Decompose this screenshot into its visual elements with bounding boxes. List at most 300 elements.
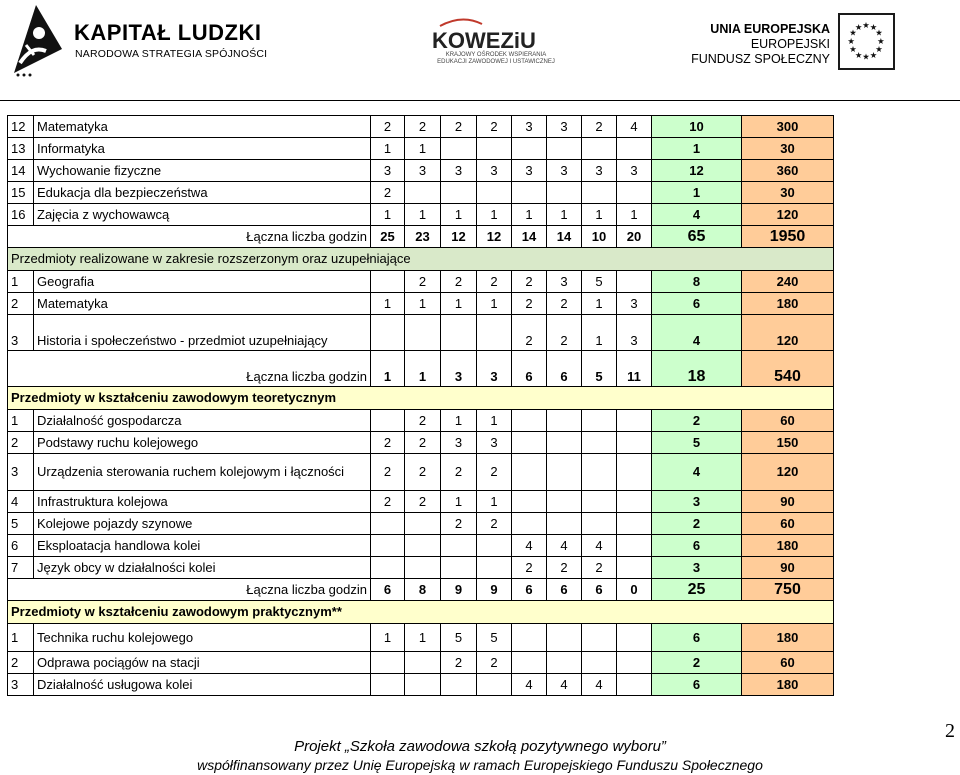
hours-cell: [547, 513, 582, 535]
hours-cell: [441, 535, 477, 557]
hours-cell: 2: [405, 271, 441, 293]
hours-cell: 3: [617, 293, 652, 315]
hours-cell: [582, 491, 617, 513]
total-hours-cell: 5: [582, 351, 617, 387]
hours-cell: [477, 182, 512, 204]
hours-cell: 2: [405, 454, 441, 491]
eu-text: [690, 22, 830, 67]
hours-cell: 2: [405, 116, 441, 138]
section-header-row: [8, 387, 834, 410]
hours-cell: [512, 138, 547, 160]
hours-cell: [617, 410, 652, 432]
hours-cell: [477, 315, 512, 351]
hours-cell: [405, 513, 441, 535]
total-hours-cell: 6: [652, 674, 742, 696]
sum-hours-cell: 60: [742, 410, 834, 432]
svg-text:★: ★: [854, 21, 863, 32]
subject-name-cell: Działalność usługowa kolei: [34, 674, 371, 696]
hours-cell: 4: [512, 535, 547, 557]
subject-name-cell: Wychowanie fizyczne: [34, 160, 371, 182]
hours-cell: 1: [477, 293, 512, 315]
hours-cell: 2: [371, 454, 405, 491]
grand-sum-cell: 1950: [742, 226, 834, 248]
hours-cell: 2: [547, 557, 582, 579]
hours-cell: 5: [441, 624, 477, 652]
hours-cell: 3: [371, 160, 405, 182]
hours-cell: 4: [512, 674, 547, 696]
total-hours-cell: 9: [477, 579, 512, 601]
hours-cell: [617, 432, 652, 454]
hours-cell: 1: [617, 204, 652, 226]
table-row: [8, 513, 834, 535]
hours-cell: [371, 674, 405, 696]
total-hours-cell: 6: [371, 579, 405, 601]
sum-hours-cell: 180: [742, 535, 834, 557]
subject-name-cell: Urządzenia sterowania ruchem kolejowym i łączności: [34, 454, 371, 491]
table-row: [8, 557, 834, 579]
total-hours-cell: 2: [652, 410, 742, 432]
hours-cell: [371, 513, 405, 535]
curriculum-table: [7, 115, 834, 696]
table-row: [8, 271, 834, 293]
hours-cell: [512, 513, 547, 535]
hours-cell: 3: [441, 160, 477, 182]
hours-cell: [582, 513, 617, 535]
hours-cell: [512, 454, 547, 491]
hours-cell: [547, 652, 582, 674]
hours-cell: [405, 652, 441, 674]
subject-name-cell: Matematyka: [34, 293, 371, 315]
total-hours-cell: 12: [652, 160, 742, 182]
subject-name-cell: Kolejowe pojazdy szynowe: [34, 513, 371, 535]
hours-cell: [547, 410, 582, 432]
table-row: [8, 535, 834, 557]
hours-cell: 1: [405, 138, 441, 160]
hours-cell: 5: [582, 271, 617, 293]
hours-cell: 2: [477, 513, 512, 535]
hours-cell: [547, 491, 582, 513]
hours-cell: 4: [547, 535, 582, 557]
hours-cell: [582, 432, 617, 454]
total-hours-cell: 8: [652, 271, 742, 293]
hours-cell: 1: [371, 138, 405, 160]
hours-cell: 1: [582, 293, 617, 315]
footer-cofinance: współfinansowany przez Unię Europejską w ramach Europejskiego Funduszu Społecznego: [197, 757, 763, 773]
hours-cell: 2: [512, 271, 547, 293]
row-number-cell: 3: [8, 315, 34, 351]
hours-cell: [371, 535, 405, 557]
row-number-cell: 5: [8, 513, 34, 535]
row-number-cell: 7: [8, 557, 34, 579]
page-header: [0, 0, 960, 100]
hours-cell: [512, 624, 547, 652]
table-row: [8, 293, 834, 315]
eu-line2: EUROPEJSKI: [750, 37, 830, 51]
table-row: [8, 116, 834, 138]
hours-cell: [441, 182, 477, 204]
hours-cell: 1: [405, 293, 441, 315]
hours-cell: [547, 182, 582, 204]
hours-cell: [512, 182, 547, 204]
hours-cell: [371, 271, 405, 293]
eu-line3: FUNDUSZ SPOŁECZNY: [691, 52, 830, 66]
hours-cell: 1: [405, 204, 441, 226]
hours-cell: [371, 410, 405, 432]
subject-name-cell: Historia i społeczeństwo - przedmiot uzupełniający: [34, 315, 371, 351]
sum-hours-cell: 90: [742, 491, 834, 513]
hours-cell: 2: [582, 557, 617, 579]
svg-text:★: ★: [862, 51, 870, 62]
svg-text:★: ★: [847, 35, 855, 46]
subject-name-cell: Podstawy ruchu kolejowego: [34, 432, 371, 454]
total-hours-cell: 20: [617, 226, 652, 248]
section-title-cell: Przedmioty realizowane w zakresie rozszerzonym oraz uzupełniające: [8, 248, 834, 271]
hours-cell: 3: [477, 160, 512, 182]
sum-hours-cell: 360: [742, 160, 834, 182]
hours-cell: [477, 674, 512, 696]
total-hours-cell: 3: [652, 491, 742, 513]
svg-text:★: ★: [877, 35, 885, 46]
table-row: [8, 315, 834, 351]
total-hours-cell: 6: [512, 351, 547, 387]
hours-cell: [617, 454, 652, 491]
hours-cell: 2: [477, 454, 512, 491]
hours-cell: 3: [547, 271, 582, 293]
subject-name-cell: Technika ruchu kolejowego: [34, 624, 371, 652]
hours-cell: [617, 491, 652, 513]
table-row: [8, 138, 834, 160]
row-number-cell: 3: [8, 454, 34, 491]
total-hours-cell: 3: [441, 351, 477, 387]
hours-cell: [617, 557, 652, 579]
total-hours-cell: 0: [617, 579, 652, 601]
sum-hours-cell: 60: [742, 513, 834, 535]
subject-name-cell: Odprawa pociągów na stacji: [34, 652, 371, 674]
eu-flag-icon: [838, 13, 895, 70]
hours-cell: 2: [441, 271, 477, 293]
hours-cell: 2: [405, 432, 441, 454]
hours-cell: [582, 182, 617, 204]
subject-name-cell: Zajęcia z wychowawcą: [34, 204, 371, 226]
hours-cell: 4: [617, 116, 652, 138]
hours-cell: [617, 535, 652, 557]
hours-cell: [547, 454, 582, 491]
hours-cell: [477, 557, 512, 579]
total-hours-cell: 10: [582, 226, 617, 248]
total-row: [8, 226, 834, 248]
hours-cell: [547, 624, 582, 652]
total-hours-cell: 6: [547, 579, 582, 601]
total-hours-cell: 6: [652, 535, 742, 557]
hours-cell: 3: [512, 116, 547, 138]
row-number-cell: 16: [8, 204, 34, 226]
total-label-cell: Łączna liczba godzin: [8, 579, 371, 601]
total-row: [8, 579, 834, 601]
total-hours-cell: 9: [441, 579, 477, 601]
sum-hours-cell: 180: [742, 293, 834, 315]
row-number-cell: 6: [8, 535, 34, 557]
hours-cell: [617, 674, 652, 696]
total-hours-cell: 3: [652, 557, 742, 579]
hours-cell: [582, 454, 617, 491]
total-hours-cell: 4: [652, 454, 742, 491]
grand-total-cell: 65: [652, 226, 742, 248]
hours-cell: [582, 652, 617, 674]
hours-cell: 2: [477, 116, 512, 138]
total-hours-cell: 14: [512, 226, 547, 248]
table-row: [8, 491, 834, 513]
sum-hours-cell: 120: [742, 315, 834, 351]
sum-hours-cell: 60: [742, 652, 834, 674]
table-row: [8, 674, 834, 696]
sum-hours-cell: 30: [742, 182, 834, 204]
subject-name-cell: Geografia: [34, 271, 371, 293]
total-hours-cell: 2: [652, 513, 742, 535]
row-number-cell: 2: [8, 432, 34, 454]
hours-cell: [405, 557, 441, 579]
hours-cell: 1: [477, 410, 512, 432]
row-number-cell: 1: [8, 624, 34, 652]
total-row: [8, 351, 834, 387]
hours-cell: [617, 138, 652, 160]
hours-cell: 3: [582, 160, 617, 182]
total-hours-cell: 23: [405, 226, 441, 248]
hours-cell: [547, 138, 582, 160]
hours-cell: 1: [371, 204, 405, 226]
hours-cell: 2: [512, 557, 547, 579]
row-number-cell: 4: [8, 491, 34, 513]
section-title-cell: Przedmioty w kształceniu zawodowym praktycznym**: [8, 601, 834, 624]
hours-cell: 2: [547, 293, 582, 315]
subject-name-cell: Informatyka: [34, 138, 371, 160]
grand-sum-cell: 750: [742, 579, 834, 601]
hours-cell: [477, 535, 512, 557]
total-hours-cell: 5: [652, 432, 742, 454]
total-hours-cell: 1: [652, 182, 742, 204]
hours-cell: 2: [371, 491, 405, 513]
svg-text:★: ★: [869, 21, 878, 32]
row-number-cell: 1: [8, 410, 34, 432]
hours-cell: 1: [441, 491, 477, 513]
table-row: [8, 160, 834, 182]
hours-cell: [617, 652, 652, 674]
svg-text:★: ★: [854, 49, 863, 60]
total-label-cell: Łączna liczba godzin: [8, 226, 371, 248]
hours-cell: 2: [441, 513, 477, 535]
subject-name-cell: Infrastruktura kolejowa: [34, 491, 371, 513]
total-label-cell: Łączna liczba godzin: [8, 351, 371, 387]
grand-total-cell: 18: [652, 351, 742, 387]
header-divider: [0, 100, 960, 101]
hours-cell: [441, 557, 477, 579]
hours-cell: 2: [371, 182, 405, 204]
grand-sum-cell: 540: [742, 351, 834, 387]
sum-hours-cell: 90: [742, 557, 834, 579]
hours-cell: 1: [547, 204, 582, 226]
subject-name-cell: Matematyka: [34, 116, 371, 138]
hours-cell: 1: [582, 204, 617, 226]
hours-cell: 3: [405, 160, 441, 182]
total-hours-cell: 3: [477, 351, 512, 387]
row-number-cell: 2: [8, 293, 34, 315]
kapital-ludzki-subtitle: NARODOWA STRATEGIA SPÓJNOŚCI: [75, 48, 268, 60]
hours-cell: [477, 138, 512, 160]
hours-cell: 3: [547, 116, 582, 138]
svg-text:★: ★: [849, 44, 857, 55]
hours-cell: [405, 315, 441, 351]
hours-cell: [512, 410, 547, 432]
row-number-cell: 13: [8, 138, 34, 160]
hours-cell: 2: [441, 454, 477, 491]
total-hours-cell: 12: [477, 226, 512, 248]
svg-text:KOWEZiU: KOWEZiU: [432, 28, 536, 53]
hours-cell: 2: [405, 410, 441, 432]
total-hours-cell: 8: [405, 579, 441, 601]
svg-text:★: ★: [875, 44, 883, 55]
page-number: 2: [945, 720, 955, 742]
hours-cell: 1: [441, 204, 477, 226]
hours-cell: 2: [371, 116, 405, 138]
hours-cell: [547, 432, 582, 454]
hours-cell: [405, 535, 441, 557]
svg-text:★: ★: [875, 27, 883, 38]
hours-cell: [441, 315, 477, 351]
hours-cell: 2: [441, 116, 477, 138]
hours-cell: [371, 557, 405, 579]
hours-cell: 1: [371, 624, 405, 652]
kowezu-subtitle: KRAJOWY OŚRODEK WSPIERANIA EDUKACJI ZAWODOWEJ I USTAWICZNEJ: [437, 52, 555, 65]
hours-cell: 2: [477, 652, 512, 674]
kapital-ludzki-title: KAPITAŁ LUDZKI: [74, 20, 262, 45]
section-header-row: [8, 248, 834, 271]
hours-cell: 3: [617, 160, 652, 182]
hours-cell: 1: [477, 491, 512, 513]
total-hours-cell: 1: [371, 351, 405, 387]
svg-text:★: ★: [869, 49, 878, 60]
hours-cell: [512, 432, 547, 454]
eu-line1: UNIA EUROPEJSKA: [710, 22, 830, 36]
sum-hours-cell: 30: [742, 138, 834, 160]
sum-hours-cell: 120: [742, 204, 834, 226]
hours-cell: 1: [441, 293, 477, 315]
hours-cell: 1: [512, 204, 547, 226]
hours-cell: 2: [371, 432, 405, 454]
kapital-ludzki-logo-icon: [6, 3, 66, 78]
footer-project: Projekt „Szkoła zawodowa szkołą pozytywnego wyboru”: [294, 738, 666, 755]
total-hours-cell: 6: [512, 579, 547, 601]
total-hours-cell: 6: [652, 293, 742, 315]
sum-hours-cell: 300: [742, 116, 834, 138]
total-hours-cell: 2: [652, 652, 742, 674]
hours-cell: 1: [441, 410, 477, 432]
sum-hours-cell: 240: [742, 271, 834, 293]
hours-cell: 1: [371, 293, 405, 315]
total-hours-cell: 25: [371, 226, 405, 248]
hours-cell: 3: [617, 315, 652, 351]
hours-cell: [512, 652, 547, 674]
table-row: [8, 410, 834, 432]
hours-cell: [582, 410, 617, 432]
hours-cell: [441, 674, 477, 696]
table-row: [8, 432, 834, 454]
hours-cell: [405, 182, 441, 204]
table-row: [8, 624, 834, 652]
total-hours-cell: 11: [617, 351, 652, 387]
hours-cell: [371, 652, 405, 674]
row-number-cell: 12: [8, 116, 34, 138]
sum-hours-cell: 150: [742, 432, 834, 454]
total-hours-cell: 12: [441, 226, 477, 248]
row-number-cell: 2: [8, 652, 34, 674]
row-number-cell: 3: [8, 674, 34, 696]
hours-cell: 2: [582, 116, 617, 138]
total-hours-cell: 1: [405, 351, 441, 387]
hours-cell: [582, 624, 617, 652]
subject-name-cell: Działalność gospodarcza: [34, 410, 371, 432]
hours-cell: 4: [547, 674, 582, 696]
hours-cell: 2: [512, 293, 547, 315]
total-hours-cell: 4: [652, 315, 742, 351]
total-hours-cell: 4: [652, 204, 742, 226]
hours-cell: 2: [512, 315, 547, 351]
hours-cell: [512, 491, 547, 513]
total-hours-cell: 14: [547, 226, 582, 248]
hours-cell: [617, 624, 652, 652]
grand-total-cell: 25: [652, 579, 742, 601]
section-title-cell: Przedmioty w kształceniu zawodowym teoretycznym: [8, 387, 834, 410]
total-hours-cell: 10: [652, 116, 742, 138]
subject-name-cell: Język obcy w działalności kolei: [34, 557, 371, 579]
table-row: [8, 182, 834, 204]
hours-cell: 1: [582, 315, 617, 351]
row-number-cell: 1: [8, 271, 34, 293]
sum-hours-cell: 120: [742, 454, 834, 491]
hours-cell: 2: [547, 315, 582, 351]
hours-cell: 2: [477, 271, 512, 293]
svg-text:★: ★: [862, 20, 870, 31]
hours-cell: [617, 182, 652, 204]
hours-cell: 3: [477, 432, 512, 454]
hours-cell: 5: [477, 624, 512, 652]
subject-name-cell: Eksploatacja handlowa kolei: [34, 535, 371, 557]
total-hours-cell: 6: [547, 351, 582, 387]
hours-cell: 1: [477, 204, 512, 226]
hours-cell: 2: [441, 652, 477, 674]
hours-cell: [617, 513, 652, 535]
hours-cell: 3: [512, 160, 547, 182]
table-row: [8, 652, 834, 674]
hours-cell: 1: [405, 624, 441, 652]
hours-cell: [371, 315, 405, 351]
section-header-row: [8, 601, 834, 624]
hours-cell: [582, 138, 617, 160]
sum-hours-cell: 180: [742, 674, 834, 696]
sum-hours-cell: 180: [742, 624, 834, 652]
table-row: [8, 454, 834, 491]
subject-name-cell: Edukacja dla bezpieczeństwa: [34, 182, 371, 204]
total-hours-cell: 6: [582, 579, 617, 601]
hours-cell: [441, 138, 477, 160]
hours-cell: 4: [582, 674, 617, 696]
row-number-cell: 15: [8, 182, 34, 204]
hours-cell: 2: [405, 491, 441, 513]
hours-cell: [405, 674, 441, 696]
table-row: [8, 204, 834, 226]
total-hours-cell: 1: [652, 138, 742, 160]
svg-text:★: ★: [849, 27, 857, 38]
total-hours-cell: 6: [652, 624, 742, 652]
hours-cell: [617, 271, 652, 293]
